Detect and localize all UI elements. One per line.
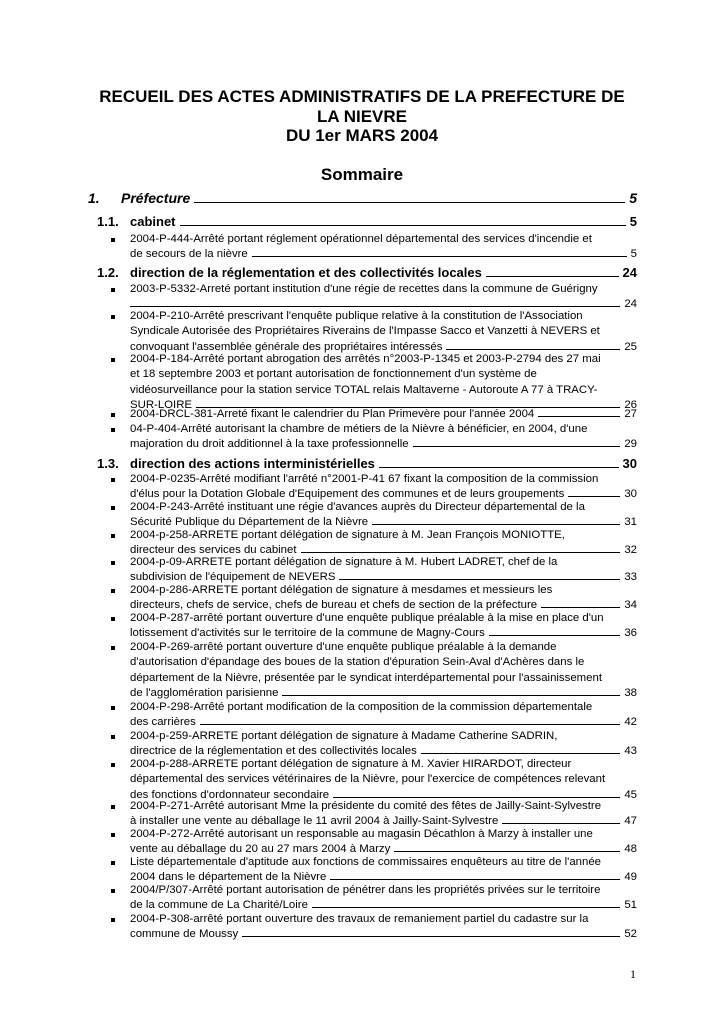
toc-entry[interactable] <box>130 352 637 413</box>
toc-entry-text-line: directrice de la réglementation et des collectivités locales <box>130 745 417 758</box>
bullet-icon <box>111 238 115 242</box>
toc-entry-page-number: 24 <box>624 298 637 311</box>
page-number: 1 <box>630 967 636 981</box>
toc-leader <box>446 349 620 350</box>
bullet-icon <box>111 589 115 593</box>
toc-entry[interactable] <box>130 583 637 614</box>
toc-leader <box>312 907 620 908</box>
toc-leader <box>379 467 619 468</box>
toc-entry-page-number: 5 <box>630 248 637 261</box>
toc-entry-text-line: 2004-P-444-Arrêté portant réglement opérationnel départemental des services d'incendie et <box>130 233 592 245</box>
toc-entry[interactable] <box>130 407 637 422</box>
toc-entry-text-line: majoration du droit additionnel à la taxe professionnelle <box>130 438 409 451</box>
toc-entry[interactable] <box>130 729 637 760</box>
toc-entry-text-line: 2004-P-243-Arrêté instituant une régie d'avances auprès du Directeur départemental de la <box>130 501 585 513</box>
bullet-icon <box>111 561 115 565</box>
toc-entry[interactable] <box>130 472 637 503</box>
bullet-icon <box>111 805 115 809</box>
toc-entry-text-line: 2004-p-288-ARRETE portant délégation de signature à M. Xavier HIRARDOT, directeur <box>130 758 572 770</box>
toc-entry-text-line: vidéosurveillance pour la station service TOTAL relais Maltaverne - Autoroute A 77 à TRACY- <box>130 383 598 396</box>
toc-leader <box>194 202 625 203</box>
toc-entry-page-number: 32 <box>624 544 637 557</box>
toc-entry-page-number: 42 <box>624 716 637 729</box>
toc-entry-text-line: d'autorisation d'épandage des boues de la station d'épuration Sein-Aval d'Achères dans le <box>130 656 585 669</box>
title-line-2: LA NIEVRE <box>316 107 408 126</box>
bullet-icon <box>111 506 115 510</box>
toc-entry-text-line: des fonctions d'ordonnateur secondaire <box>130 788 330 801</box>
bullet-icon <box>111 428 115 432</box>
toc-entry[interactable] <box>130 309 637 355</box>
toc-entry-text-line: 2004-P-271-Arrêté autorisant Mme la présidente du comité des fêtes de Jailly-Saint-Sylvestre <box>130 800 602 812</box>
toc-page-number: 5 <box>629 190 637 206</box>
toc-entry-text-line: 2004-P-272-Arrêté autorisant un responsable au magasin Décathlon à Marzy à installer une <box>130 828 593 840</box>
toc-entry-text-line: directeur des services du cabinet <box>130 544 297 557</box>
bullet-icon <box>111 706 115 710</box>
toc-subsection-reglementation[interactable] <box>97 265 637 280</box>
toc-subsection-number: 1.3. <box>97 456 119 471</box>
toc-entry-page-number: 29 <box>624 438 637 451</box>
toc-entry[interactable] <box>130 799 637 830</box>
toc-leader <box>200 724 620 725</box>
toc-entry[interactable] <box>130 757 637 803</box>
toc-entry-page-number: 38 <box>624 686 637 699</box>
toc-entry-page-number: 45 <box>624 788 637 801</box>
toc-section-number: 1. <box>88 190 100 206</box>
bullet-icon <box>111 534 115 538</box>
toc-entry-text-line: directeurs, chefs de service, chefs de bureau et chefs de section de la préfecture <box>130 599 538 612</box>
toc-page-number: 24 <box>622 265 637 280</box>
bullet-icon <box>111 315 115 319</box>
toc-leader <box>538 416 620 417</box>
toc-entry-text-line: convoquant l'assemblée générale des propriétaires intéressés <box>130 340 443 353</box>
toc-leader <box>486 276 619 277</box>
bullet-icon <box>111 735 115 739</box>
toc-entry-page-number: 43 <box>624 745 637 758</box>
toc-leader <box>568 496 620 497</box>
toc-subsection-label: direction des actions interministérielles <box>130 456 375 471</box>
toc-entry-text-line: de secours de la nièvre <box>130 248 248 261</box>
toc-entry-page-number: 47 <box>624 815 637 828</box>
toc-entry[interactable] <box>130 422 637 453</box>
toc-entry[interactable] <box>130 883 637 914</box>
toc-subsection-cabinet[interactable] <box>97 214 637 229</box>
toc-entry[interactable] <box>130 912 637 943</box>
toc-leader <box>130 306 620 307</box>
bullet-icon <box>111 358 115 362</box>
toc-leader <box>339 579 620 580</box>
toc-entry-page-number: 26 <box>624 398 637 411</box>
toc-page-number: 30 <box>622 456 637 471</box>
toc-entry-text-line: 2004-P-210-Arrêté prescrivant l'enquête publique relative à la constitution de l'Association <box>130 310 583 322</box>
toc-entry[interactable] <box>130 528 637 559</box>
toc-entry[interactable] <box>130 700 637 731</box>
toc-leader <box>180 225 626 226</box>
toc-entry-text-line: 2004-P-269-arrêté portant ouverture d'une enquête publique préalable à la demande <box>130 641 557 653</box>
toc-leader <box>413 446 621 447</box>
toc-entry-page-number: 30 <box>624 488 637 501</box>
toc-entry-page-number: 52 <box>624 928 637 941</box>
toc-entry-text-line: Syndicale Autorisée des Propriétaires Riverains de l'Impasse Sacco et Vanzetti à NEVERS et <box>130 325 600 338</box>
toc-entry-text-line: 2004-P-298-Arrêté portant modification de la composition de la commission départementale <box>130 701 593 713</box>
toc-entry[interactable] <box>130 640 637 701</box>
toc-section-label: Préfecture <box>121 190 191 206</box>
toc-subsection-label: cabinet <box>130 214 176 229</box>
toc-entry-page-number: 25 <box>624 340 637 353</box>
bullet-icon <box>111 288 115 292</box>
toc-leader <box>301 552 621 553</box>
toc-entry-text-line: de la commune de La Charité/Loire <box>130 899 308 912</box>
toc-entry[interactable] <box>130 500 637 531</box>
toc-entry-text-line: commune de Moussy <box>130 928 239 941</box>
toc-entry-text-line: 2004-p-09-ARRETE portant délégation de signature à M. Hubert LADRET, chef de la <box>130 556 558 568</box>
toc-entry-page-number: 51 <box>624 899 637 912</box>
toc-entry-page-number: 33 <box>624 571 637 584</box>
toc-entry-text-line: SUR-LOIRE <box>130 398 193 411</box>
bullet-icon <box>111 918 115 922</box>
toc-entry-text-line: de l'agglomération parisienne <box>130 686 279 699</box>
toc-entry-text-line: d'élus pour la Dotation Globale d'Equipement des communes et de leurs groupements <box>130 488 565 501</box>
toc-entry-text-line: 04-P-404-Arrêté autorisant la chambre de métiers de la Nièvre à bénéficier, en 2004, d'une <box>130 423 588 435</box>
toc-entry-text-line: subdivision de l'équipement de NEVERS <box>130 571 336 584</box>
toc-entry-text-line: Liste départementale d'aptitude aux fonctions de commissaires enquêteurs au titre de l'année <box>130 856 602 868</box>
toc-entry-text-line: Sécurité Publique du Département de la Nièvre <box>130 516 369 529</box>
bullet-icon <box>111 833 115 837</box>
toc-leader <box>333 797 620 798</box>
toc-leader <box>394 851 620 852</box>
toc-entry-text-line: 2004-P-0235-Arrêté modifiant l'arrêté n°2001-P-41 67 fixant la composition de la commission <box>130 473 599 485</box>
bullet-icon <box>111 413 115 417</box>
toc-entry-text-line: département de la Nièvre, présentée par le syndicat interdépartemental pour l'assainissement <box>130 671 602 684</box>
toc-entry-text-line: et 18 septembre 2003 et portant autorisation de fonctionnement d'un système de <box>130 368 537 381</box>
toc-entry-text-line: lotissement d'activités sur le territoire de la commune de Magny-Cours <box>130 627 485 640</box>
toc-leader <box>502 823 620 824</box>
bullet-icon <box>111 478 115 482</box>
toc-leader <box>489 635 621 636</box>
toc-page-number: 5 <box>629 214 637 229</box>
toc-entry-text-line: vente au déballage du 20 au 27 mars 2004 à Marzy <box>130 843 391 856</box>
toc-entry-page-number: 27 <box>624 408 637 420</box>
toc-entry-text-line: 2004-P-287-arrêté portant ouverture d'une enquête publique préalable à la mise en place d'un <box>130 612 604 624</box>
toc-subsection-number: 1.1. <box>97 214 119 229</box>
bullet-icon <box>111 861 115 865</box>
toc-entry[interactable] <box>130 855 637 886</box>
toc-leader <box>541 607 620 608</box>
toc-entry-text-line: 2004-P-308-arrêté portant ouverture des travaux de remaniement partiel du cadastre sur la <box>130 913 589 925</box>
toc-subsection-number: 1.2. <box>97 265 119 280</box>
toc-entry[interactable] <box>130 827 637 858</box>
toc-subsection-label: direction de la réglementation et des collectivités locales <box>130 265 482 280</box>
sommaire-heading: Sommaire <box>320 165 404 184</box>
toc-leader <box>242 936 620 937</box>
bullet-icon <box>111 617 115 621</box>
toc-entry-text-line: 2004/P/307-Arrêté portant autorisation de pénétrer dans les propriétés privées sur le territoire <box>130 884 601 896</box>
toc-entry-text-line: 2003-P-5332-Arreté portant institution d'une régie de recettes dans la commune de Guérigny <box>130 283 598 295</box>
toc-entry-page-number: 48 <box>624 843 637 856</box>
toc-entry[interactable] <box>130 282 637 313</box>
toc-leader <box>282 695 620 696</box>
toc-entry-text-line: 2004-P-184-Arrêté portant abrogation des arrêtés n°2003-P-1345 et 2003-P-2794 des 27 mai <box>130 353 601 365</box>
toc-entry-text-line: à installer une vente au déballage le 11 avril 2004 à Jailly-Saint-Sylvestre <box>130 815 499 828</box>
bullet-icon <box>111 763 115 767</box>
toc-entry-text-line: 2004-p-258-ARRETE portant délégation de signature à M. Jean François MONIOTTE, <box>130 529 565 541</box>
toc-entry-text-line: 2004 dans le département de la Nièvre <box>130 871 327 884</box>
toc-entry[interactable] <box>130 611 637 642</box>
toc-entry[interactable] <box>130 555 637 586</box>
toc-entry-page-number: 31 <box>624 516 637 529</box>
toc-entry-page-number: 36 <box>624 627 637 640</box>
toc-entry-text-line: des carrières <box>130 716 196 729</box>
toc-entry-text-line: départemental des services vétérinaires de la Nièvre, pour l'exercice de compétences relevant <box>130 773 606 786</box>
title-line-3: DU 1er MARS 2004 <box>285 126 439 145</box>
bullet-icon <box>111 646 115 650</box>
toc-entry[interactable] <box>130 232 637 263</box>
toc-entry-text-line: 2004-p-259-ARRETE portant délégation de signature à Madame Catherine SADRIN, <box>130 730 558 742</box>
toc-entry-page-number: 49 <box>624 871 637 884</box>
toc-entry-text-line: 2004-p-286-ARRETE portant délégation de signature à mesdames et messieurs les <box>130 584 553 596</box>
toc-subsection-actions-interministerielles[interactable] <box>97 456 637 471</box>
toc-leader <box>330 879 620 880</box>
toc-leader <box>372 524 620 525</box>
toc-leader <box>421 753 621 754</box>
toc-section-prefecture[interactable] <box>88 190 637 206</box>
toc-entry-text-line: 2004-DRCL-381-Arreté fixant le calendrier du Plan Primevère pour l'année 2004 <box>130 408 535 420</box>
bullet-icon <box>111 889 115 893</box>
toc-leader <box>252 256 627 257</box>
toc-entry-page-number: 34 <box>624 599 637 612</box>
title-line-1: RECUEIL DES ACTES ADMINISTRATIFS DE LA PREFECTURE DE <box>99 87 625 106</box>
